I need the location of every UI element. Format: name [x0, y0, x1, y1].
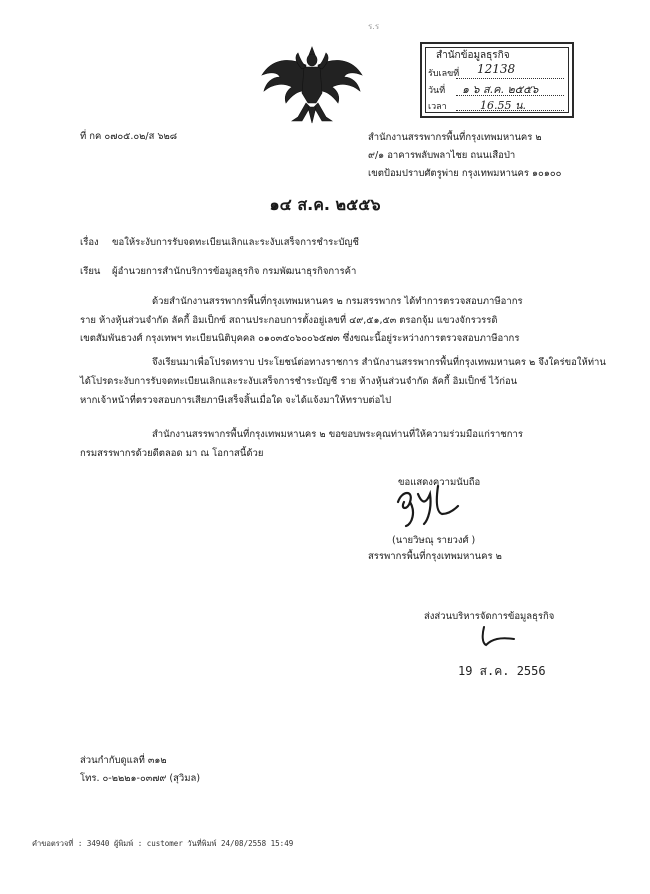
signature-image [392, 480, 472, 530]
signer-name: (นายวิษณุ รายวงศ์ ) [392, 535, 476, 546]
para3-line2: กรมสรรพากรด้วยดีตลอด มา ณ โอกาสนี้ด้วย [80, 448, 264, 459]
routing-note: ส่งส่วนบริหารจัดการข้อมูลธุรกิจ [424, 611, 555, 622]
stamp-title: สำนักข้อมูลธุรกิจ [436, 50, 510, 61]
sender-office: สำนักงานสรรพากรพื้นที่กรุงเทพมหานคร ๒ [368, 132, 542, 143]
routing-date-stamp: 19 ส.ค. 2556 [458, 664, 546, 678]
receipt-stamp [420, 42, 574, 118]
stamp-label-date: วันที่ [428, 86, 446, 96]
contact-department: ส่วนกำกับดูแลที่ ๓๑๒ [80, 755, 167, 766]
stamp-label-time: เวลา [428, 102, 447, 112]
contact-phone: โทร. ๐-๒๒๒๑-๐๓๗๙ (สุวิมล) [80, 773, 201, 784]
stamp-value-time: 16.55 น. [480, 99, 527, 112]
subject-label: เรื่อง [80, 237, 99, 248]
sender-district: เขตป้อมปราบศัตรูพ่าย กรุงเทพมหานคร ๑๐๑๐๐ [368, 168, 562, 179]
para1-line3: เขตสัมพันธวงศ์ กรุงเทพฯ ทะเบียนนิติบุคคล ๐๑๐๓๕๐๖๐๐๖๕๗๓ ซึ่งขณะนี้อยู่ระหว่างการตรวจสอบภาษีอากร [80, 333, 520, 344]
para2-line2: ได้โปรดระงับการรับจดทะเบียนเลิกและระงับเสร็จการชำระบัญชี ราย ห้างหุ้นส่วนจำกัด ลัคกี้ อิมเป็กซ์ ไว้ก่อน [80, 376, 518, 387]
recipient-label: เรียน [80, 266, 101, 277]
para1-line1: ด้วยสำนักงานสรรพากรพื้นที่กรุงเทพมหานคร ๒ กรมสรรพากร ได้ทำการตรวจสอบภาษีอากร [152, 296, 523, 307]
sender-building: ๙/๑ อาคารพลับพลาไชย ถนนเสือป่า [368, 150, 516, 161]
reference-number: ที่ กค ๐๗๐๕.๐๒/ส ๖๒๘ [80, 131, 178, 142]
stamp-label-number: รับเลขที่ [428, 69, 460, 79]
letter-date: ๑๔ ส.ค. ๒๕๕๖ [269, 195, 381, 214]
stamp-value-number: 12138 [477, 62, 516, 76]
stamp-value-date: ๑ ๖ ส.ค. ๒๕๕๖ [462, 83, 539, 96]
para1-line2: ราย ห้างหุ้นส่วนจำกัด ลัคกี้ อิมเป็กซ์ สถานประกอบการตั้งอยู่เลขที่ ๔๙,๕๑,๕๓ ตรอกจุ้ม แขวงจักรวรรดิ [80, 315, 498, 326]
recipient-text: ผู้อำนวยการสำนักบริการข้อมูลธุรกิจ กรมพัฒนาธุรกิจการค้า [112, 266, 357, 277]
print-footer: คำขอตรวจที่ : 34940 ผู้พิมพ์ : customer วันที่พิมพ์ 24/08/2558 15:49 [32, 839, 294, 848]
para2-line1: จึงเรียนมาเพื่อโปรดทราบ ประโยชน์ต่อทางราชการ สำนักงานสรรพากรพื้นที่กรุงเทพมหานคร ๒ จึงใคร่ขอให้ท่าน [152, 357, 606, 368]
closing-text: ขอแสดงความนับถือ [398, 477, 481, 488]
top-mark: ร.ร [368, 22, 380, 31]
subject-text: ขอให้ระงับการรับจดทะเบียนเลิกและระงับเสร็จการชำระบัญชี [112, 237, 359, 248]
garuda-emblem-icon [258, 45, 366, 125]
para3-line1: สำนักงานสรรพากรพื้นที่กรุงเทพมหานคร ๒ ขอขอบพระคุณท่านที่ให้ความร่วมมือแก่ราชการ [152, 429, 523, 440]
initial-signature-image [478, 623, 518, 651]
signer-title: สรรพากรพื้นที่กรุงเทพมหานคร ๒ [368, 551, 502, 562]
para2-line3: หากเจ้าหน้าที่ตรวจสอบการเสียภาษีเสร็จสิ้นเมื่อใด จะได้แจ้งมาให้ทราบต่อไป [80, 395, 392, 406]
